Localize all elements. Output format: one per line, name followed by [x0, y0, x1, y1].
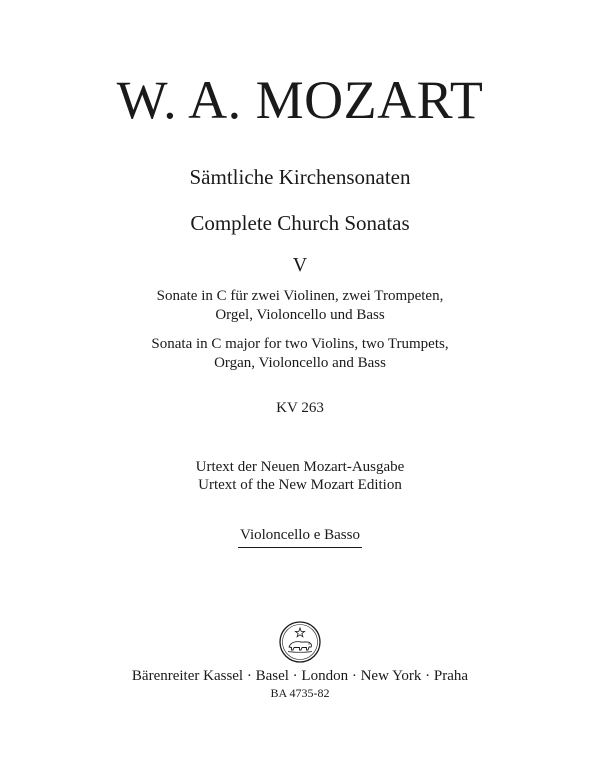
publisher-line: Bärenreiter Kassel · Basel · London · New York · Praha [131, 668, 469, 684]
description-german-line-2: Orgel, Violoncello und Bass [215, 307, 385, 323]
description-english-line-2: Organ, Violoncello and Bass [214, 355, 386, 371]
composer-name: W. A. MOZART [116, 70, 484, 130]
description-english-line-1: Sonata in C major for two Violins, two Trumpets, [151, 336, 449, 352]
title-german: Sämtliche Kirchensonaten [189, 165, 411, 189]
title-english: Complete Church Sonatas [190, 211, 410, 235]
volume-number: V [292, 254, 308, 276]
edition-number: BA 4735-82 [270, 686, 330, 700]
part-label-wrapper [0, 526, 600, 548]
catalog-number: KV 263 [276, 400, 324, 416]
urtext-english: Urtext of the New Mozart Edition [198, 477, 402, 493]
part-label: Violoncello e Basso [238, 526, 362, 548]
description-german-line-1: Sonate in C für zwei Violinen, zwei Trompeten, [156, 288, 444, 304]
baerenreiter-bear-seal-icon [278, 620, 322, 664]
urtext-german: Urtext der Neuen Mozart-Ausgabe [195, 459, 405, 475]
